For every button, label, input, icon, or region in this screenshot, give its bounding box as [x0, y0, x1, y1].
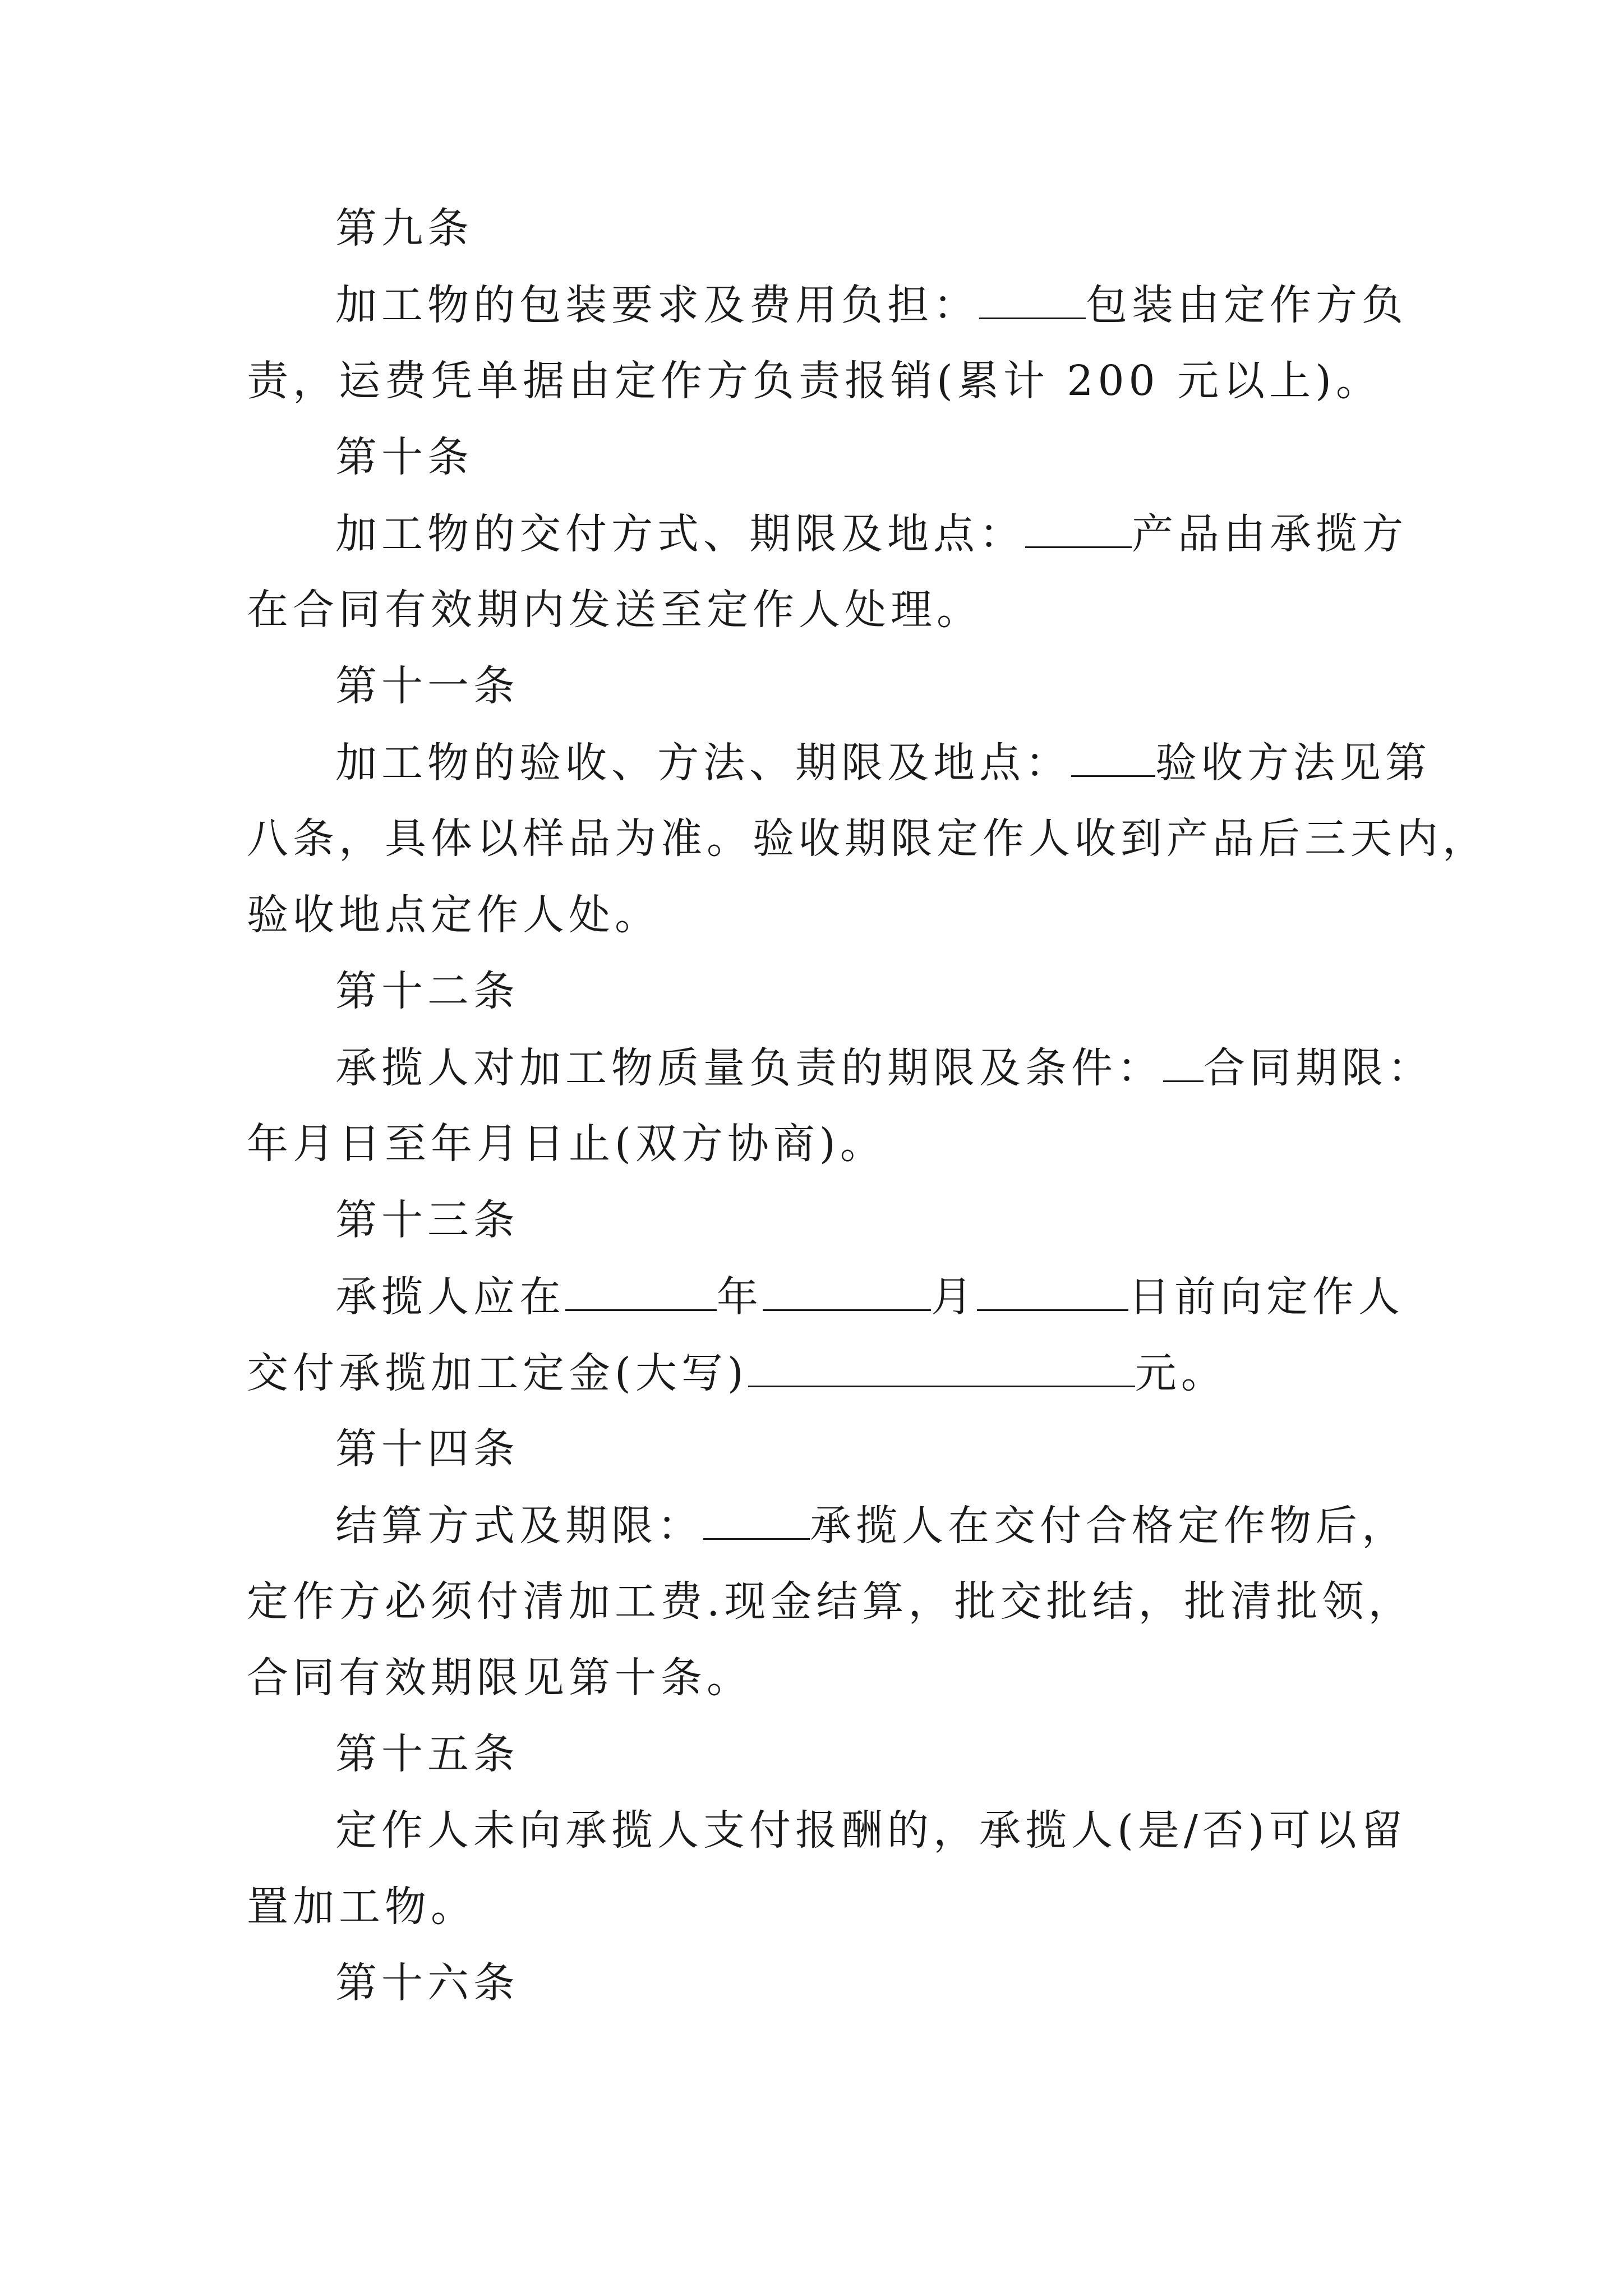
article-14-line-1 — [335, 1502, 1408, 1550]
article-13-line-2 — [247, 1349, 1227, 1397]
article-11-line-1b-text: 验收方法见第 — [1155, 739, 1431, 787]
article-14-line-3-text: 合同有效期限见第十条。 — [247, 1654, 753, 1702]
article-11-line-1-text: 加工物的验收、方法、期限及地点： — [335, 739, 1071, 787]
article-9-title-text: 第九条 — [335, 204, 473, 252]
article-15-line-2 — [247, 1883, 477, 1931]
article-15-title-text: 第十五条 — [335, 1730, 519, 1778]
fill-in-blank — [565, 1276, 717, 1311]
article-14-line-1b-text: 承揽人在交付合格定作物后， — [810, 1502, 1408, 1550]
article-12-line-1b-text: 合同期限： — [1204, 1044, 1433, 1092]
article-12-line-1 — [335, 1044, 1433, 1092]
article-14-title-text: 第十四条 — [335, 1425, 519, 1473]
article-10-title — [335, 433, 473, 481]
article-9-line-1b-text: 包装由定作方负 — [1086, 281, 1408, 329]
article-11-line-2-text: 八条，具体以样品为准。验收期限定作人收到产品后三天内， — [247, 815, 1488, 863]
article-12-line-2 — [247, 1120, 886, 1168]
article-12-title-text: 第十二条 — [335, 967, 519, 1015]
article-15-line-1 — [335, 1806, 1407, 1855]
article-14-line-2-text: 定作方必须付清加工费.现金结算，批交批结，批清批领， — [247, 1577, 1414, 1626]
article-11-line-3 — [247, 891, 661, 939]
article-12-title — [335, 967, 519, 1015]
article-14-title — [335, 1425, 519, 1473]
article-13-line-2b-text: 元。 — [1135, 1349, 1227, 1397]
article-9-line-2 — [247, 357, 1382, 405]
fill-in-blank — [1025, 513, 1132, 548]
article-13-title-text: 第十三条 — [335, 1196, 519, 1244]
article-11-line-2 — [247, 815, 1488, 863]
article-11-title — [335, 662, 519, 710]
article-12-line-2-text: 年月日至年月日止(双方协商)。 — [247, 1120, 886, 1168]
article-9-line-1 — [335, 281, 1408, 329]
article-16-title-text: 第十六条 — [335, 1959, 519, 2007]
fill-in-blank — [979, 284, 1086, 319]
article-10-title-text: 第十条 — [335, 433, 473, 481]
article-11-title-text: 第十一条 — [335, 662, 519, 710]
fill-in-blank — [763, 1276, 931, 1311]
article-11-line-3-text: 验收地点定作人处。 — [247, 891, 661, 939]
article-10-line-2-text: 在合同有效期内发送至定作人处理。 — [247, 586, 983, 634]
article-15-line-2-text: 置加工物。 — [247, 1883, 477, 1931]
article-13-line-1b-text: 年 — [717, 1273, 763, 1321]
article-10-line-2 — [247, 586, 983, 634]
article-12-line-1-text: 承揽人对加工物质量负责的期限及条件： — [335, 1044, 1163, 1092]
article-13-line-1 — [335, 1273, 1404, 1321]
fill-in-blank — [748, 1352, 1135, 1387]
article-13-line-2a-text: 交付承揽加工定金(大写) — [247, 1349, 748, 1397]
article-16-title — [335, 1959, 519, 2007]
article-9-title — [335, 204, 473, 252]
fill-in-blank — [977, 1276, 1128, 1311]
article-10-line-1 — [335, 510, 1408, 558]
article-15-line-1-text: 定作人未向承揽人支付报酬的，承揽人(是/否)可以留 — [335, 1806, 1407, 1855]
article-10-line-1-text: 加工物的交付方式、期限及地点： — [335, 510, 1025, 558]
article-13-line-1d-text: 日前向定作人 — [1128, 1273, 1404, 1321]
article-11-line-1 — [335, 739, 1431, 787]
article-13-line-1a-text: 承揽人应在 — [335, 1273, 565, 1321]
article-14-line-2 — [247, 1577, 1414, 1626]
fill-in-blank — [1163, 1047, 1204, 1082]
article-13-title — [335, 1196, 519, 1244]
article-10-line-1b-text: 产品由承揽方 — [1132, 510, 1408, 558]
article-13-line-1c-text: 月 — [931, 1273, 977, 1321]
article-9-line-1-text: 加工物的包装要求及费用负担： — [335, 281, 979, 329]
article-9-line-2-text: 责，运费凭单据由定作方负责报销(累计 200 元以上)。 — [247, 357, 1382, 405]
fill-in-blank — [1071, 742, 1155, 777]
article-15-title — [335, 1730, 519, 1778]
fill-in-blank — [703, 1504, 810, 1540]
article-14-line-3 — [247, 1654, 753, 1702]
article-14-line-1-text: 结算方式及期限： — [335, 1502, 703, 1550]
